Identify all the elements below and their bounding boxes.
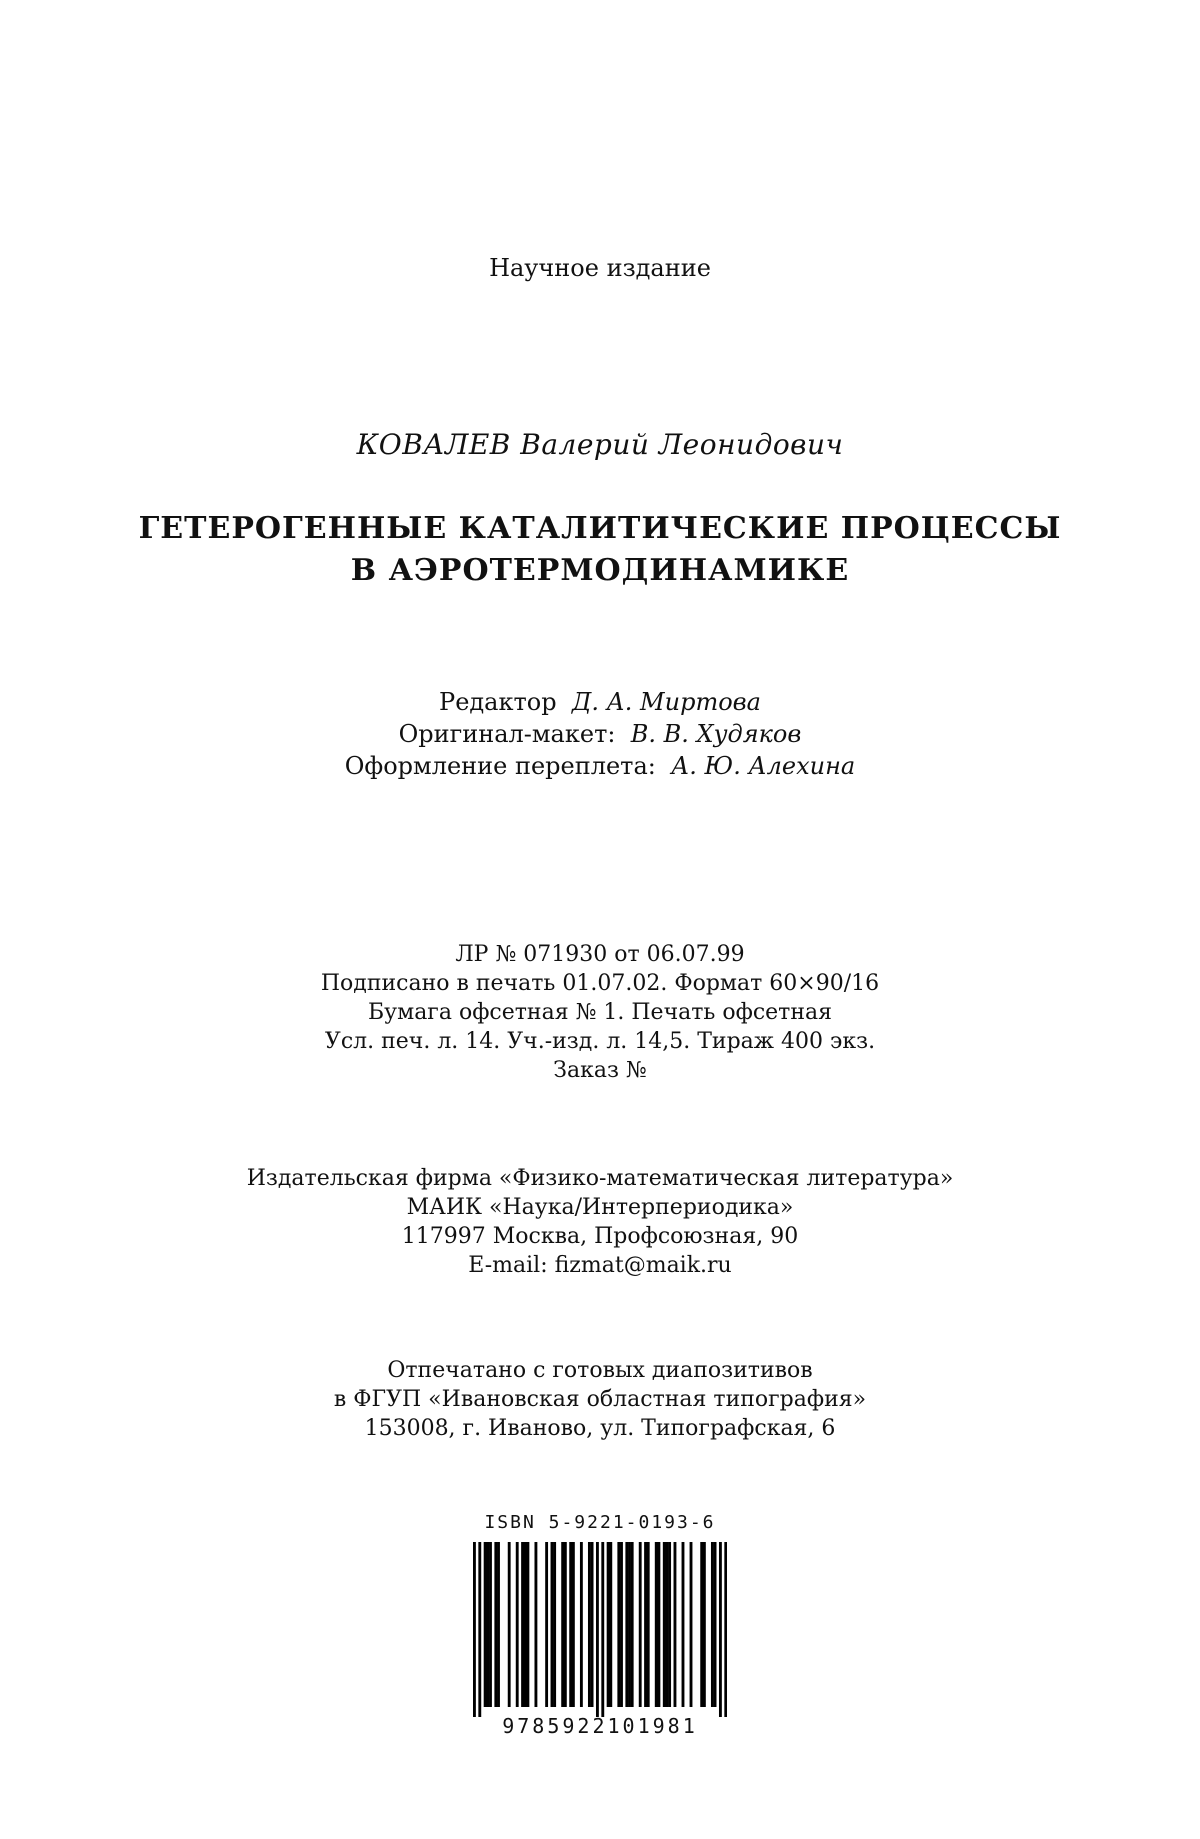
barcode-bar xyxy=(620,1542,623,1707)
barcode-bar xyxy=(473,1542,476,1717)
barcode-bar xyxy=(569,1542,572,1707)
barcode-bar xyxy=(617,1542,620,1707)
barcode-bar xyxy=(639,1542,642,1707)
barcode-bar xyxy=(628,1542,631,1707)
barcode-bar xyxy=(703,1542,706,1707)
barcode-bar xyxy=(484,1542,487,1707)
printer-line: 153008, г. Иваново, ул. Типографская, 6 xyxy=(364,1416,836,1441)
barcode-bar xyxy=(524,1542,527,1707)
publisher-line: 117997 Москва, Профсоюзная, 90 xyxy=(401,1224,799,1249)
isbn-barcode xyxy=(473,1542,727,1721)
barcode-bar xyxy=(647,1542,650,1707)
credit-name: В. В. Худяков xyxy=(630,720,802,748)
publisher-line: МАИК «Наука/Интерпериодика» xyxy=(406,1195,794,1220)
barcode-bar xyxy=(668,1542,671,1707)
credit-name: Д. А. Миртова xyxy=(571,688,761,716)
credit-binding-design xyxy=(0,750,1200,782)
barcode-bar xyxy=(526,1542,529,1707)
barcode-bar xyxy=(700,1542,703,1707)
barcode-bar xyxy=(489,1542,492,1707)
credit-role: Редактор xyxy=(439,688,557,716)
barcode-bar xyxy=(690,1542,693,1707)
imprint-line: Бумага офсетная № 1. Печать офсетная xyxy=(367,1000,833,1025)
barcode-digits: 9785922101981 xyxy=(502,1714,698,1738)
barcode-bar xyxy=(644,1542,647,1707)
imprint-line: Подписано в печать 01.07.02. Формат 60×90/16 xyxy=(320,971,880,996)
barcode-bar xyxy=(601,1542,604,1717)
credit-layout xyxy=(0,718,1200,750)
barcode-bar xyxy=(657,1542,660,1707)
barcode-bar xyxy=(494,1542,497,1707)
publisher-line: E-mail: fizmat@maik.ru xyxy=(468,1253,732,1278)
barcode-bar xyxy=(711,1542,714,1707)
credit-role: Оформление переплета: xyxy=(344,752,656,780)
barcode-bars xyxy=(473,1542,727,1717)
barcode-bar xyxy=(551,1542,554,1707)
credit-role: Оригинал-макет: xyxy=(398,720,616,748)
barcode-bar xyxy=(497,1542,500,1707)
barcode-bar xyxy=(655,1542,658,1707)
book-title-line-1: ГЕТЕРОГЕННЫЕ КАТАЛИТИЧЕСКИЕ ПРОЦЕССЫ xyxy=(138,511,1062,546)
edition-type: Научное издание xyxy=(489,254,711,282)
book-title xyxy=(0,508,1200,592)
barcode-bar xyxy=(724,1542,727,1717)
credits-block xyxy=(0,686,1200,782)
publisher-details xyxy=(0,1164,1200,1280)
barcode-bar xyxy=(666,1542,669,1707)
barcode-bar xyxy=(516,1542,519,1707)
publisher-line: Издательская фирма «Физико-математическая литература» xyxy=(246,1166,954,1191)
barcode-bar xyxy=(521,1542,524,1707)
barcode-bar xyxy=(609,1542,612,1707)
barcode-bar xyxy=(572,1542,575,1707)
barcode-bar xyxy=(674,1542,677,1707)
barcode-bar xyxy=(714,1542,717,1707)
barcode-bar xyxy=(580,1542,583,1707)
imprint-line: Заказ № xyxy=(553,1058,647,1083)
credit-name: А. Ю. Алехина xyxy=(671,752,856,780)
barcode-bar xyxy=(663,1542,666,1707)
printer-line: Отпечатано с готовых диапозитивов xyxy=(387,1358,813,1383)
printer-line: в ФГУП «Ивановская областная типография» xyxy=(333,1387,867,1412)
barcode-bar xyxy=(564,1542,567,1707)
barcode-bar xyxy=(561,1542,564,1707)
author-name: КОВАЛЕВ Валерий Леонидович xyxy=(356,428,844,461)
printer-details xyxy=(0,1356,1200,1443)
barcode-bar xyxy=(591,1542,594,1707)
imprint-line: ЛР № 071930 от 06.07.99 xyxy=(455,942,745,967)
barcode-bar xyxy=(607,1542,610,1707)
imprint-details xyxy=(0,940,1200,1085)
barcode-bar xyxy=(719,1542,722,1717)
book-title-line-2: В АЭРОТЕРМОДИНАМИКЕ xyxy=(350,553,850,588)
barcode-bar xyxy=(588,1542,591,1707)
barcode-bar xyxy=(631,1542,634,1707)
imprint-line: Усл. печ. л. 14. Уч.-изд. л. 14,5. Тираж 400 экз. xyxy=(324,1029,876,1054)
credit-editor xyxy=(0,686,1200,718)
barcode-bar xyxy=(682,1542,685,1707)
barcode-bar xyxy=(508,1542,511,1707)
barcode-bar xyxy=(534,1542,537,1707)
barcode-bar xyxy=(486,1542,489,1707)
barcode-bar xyxy=(553,1542,556,1707)
isbn-label: ISBN 5-9221-0193-6 xyxy=(484,1512,716,1533)
barcode-bar xyxy=(545,1542,548,1707)
barcode-bar xyxy=(596,1542,599,1717)
barcode-bar xyxy=(478,1542,481,1717)
barcode-bar xyxy=(625,1542,628,1707)
